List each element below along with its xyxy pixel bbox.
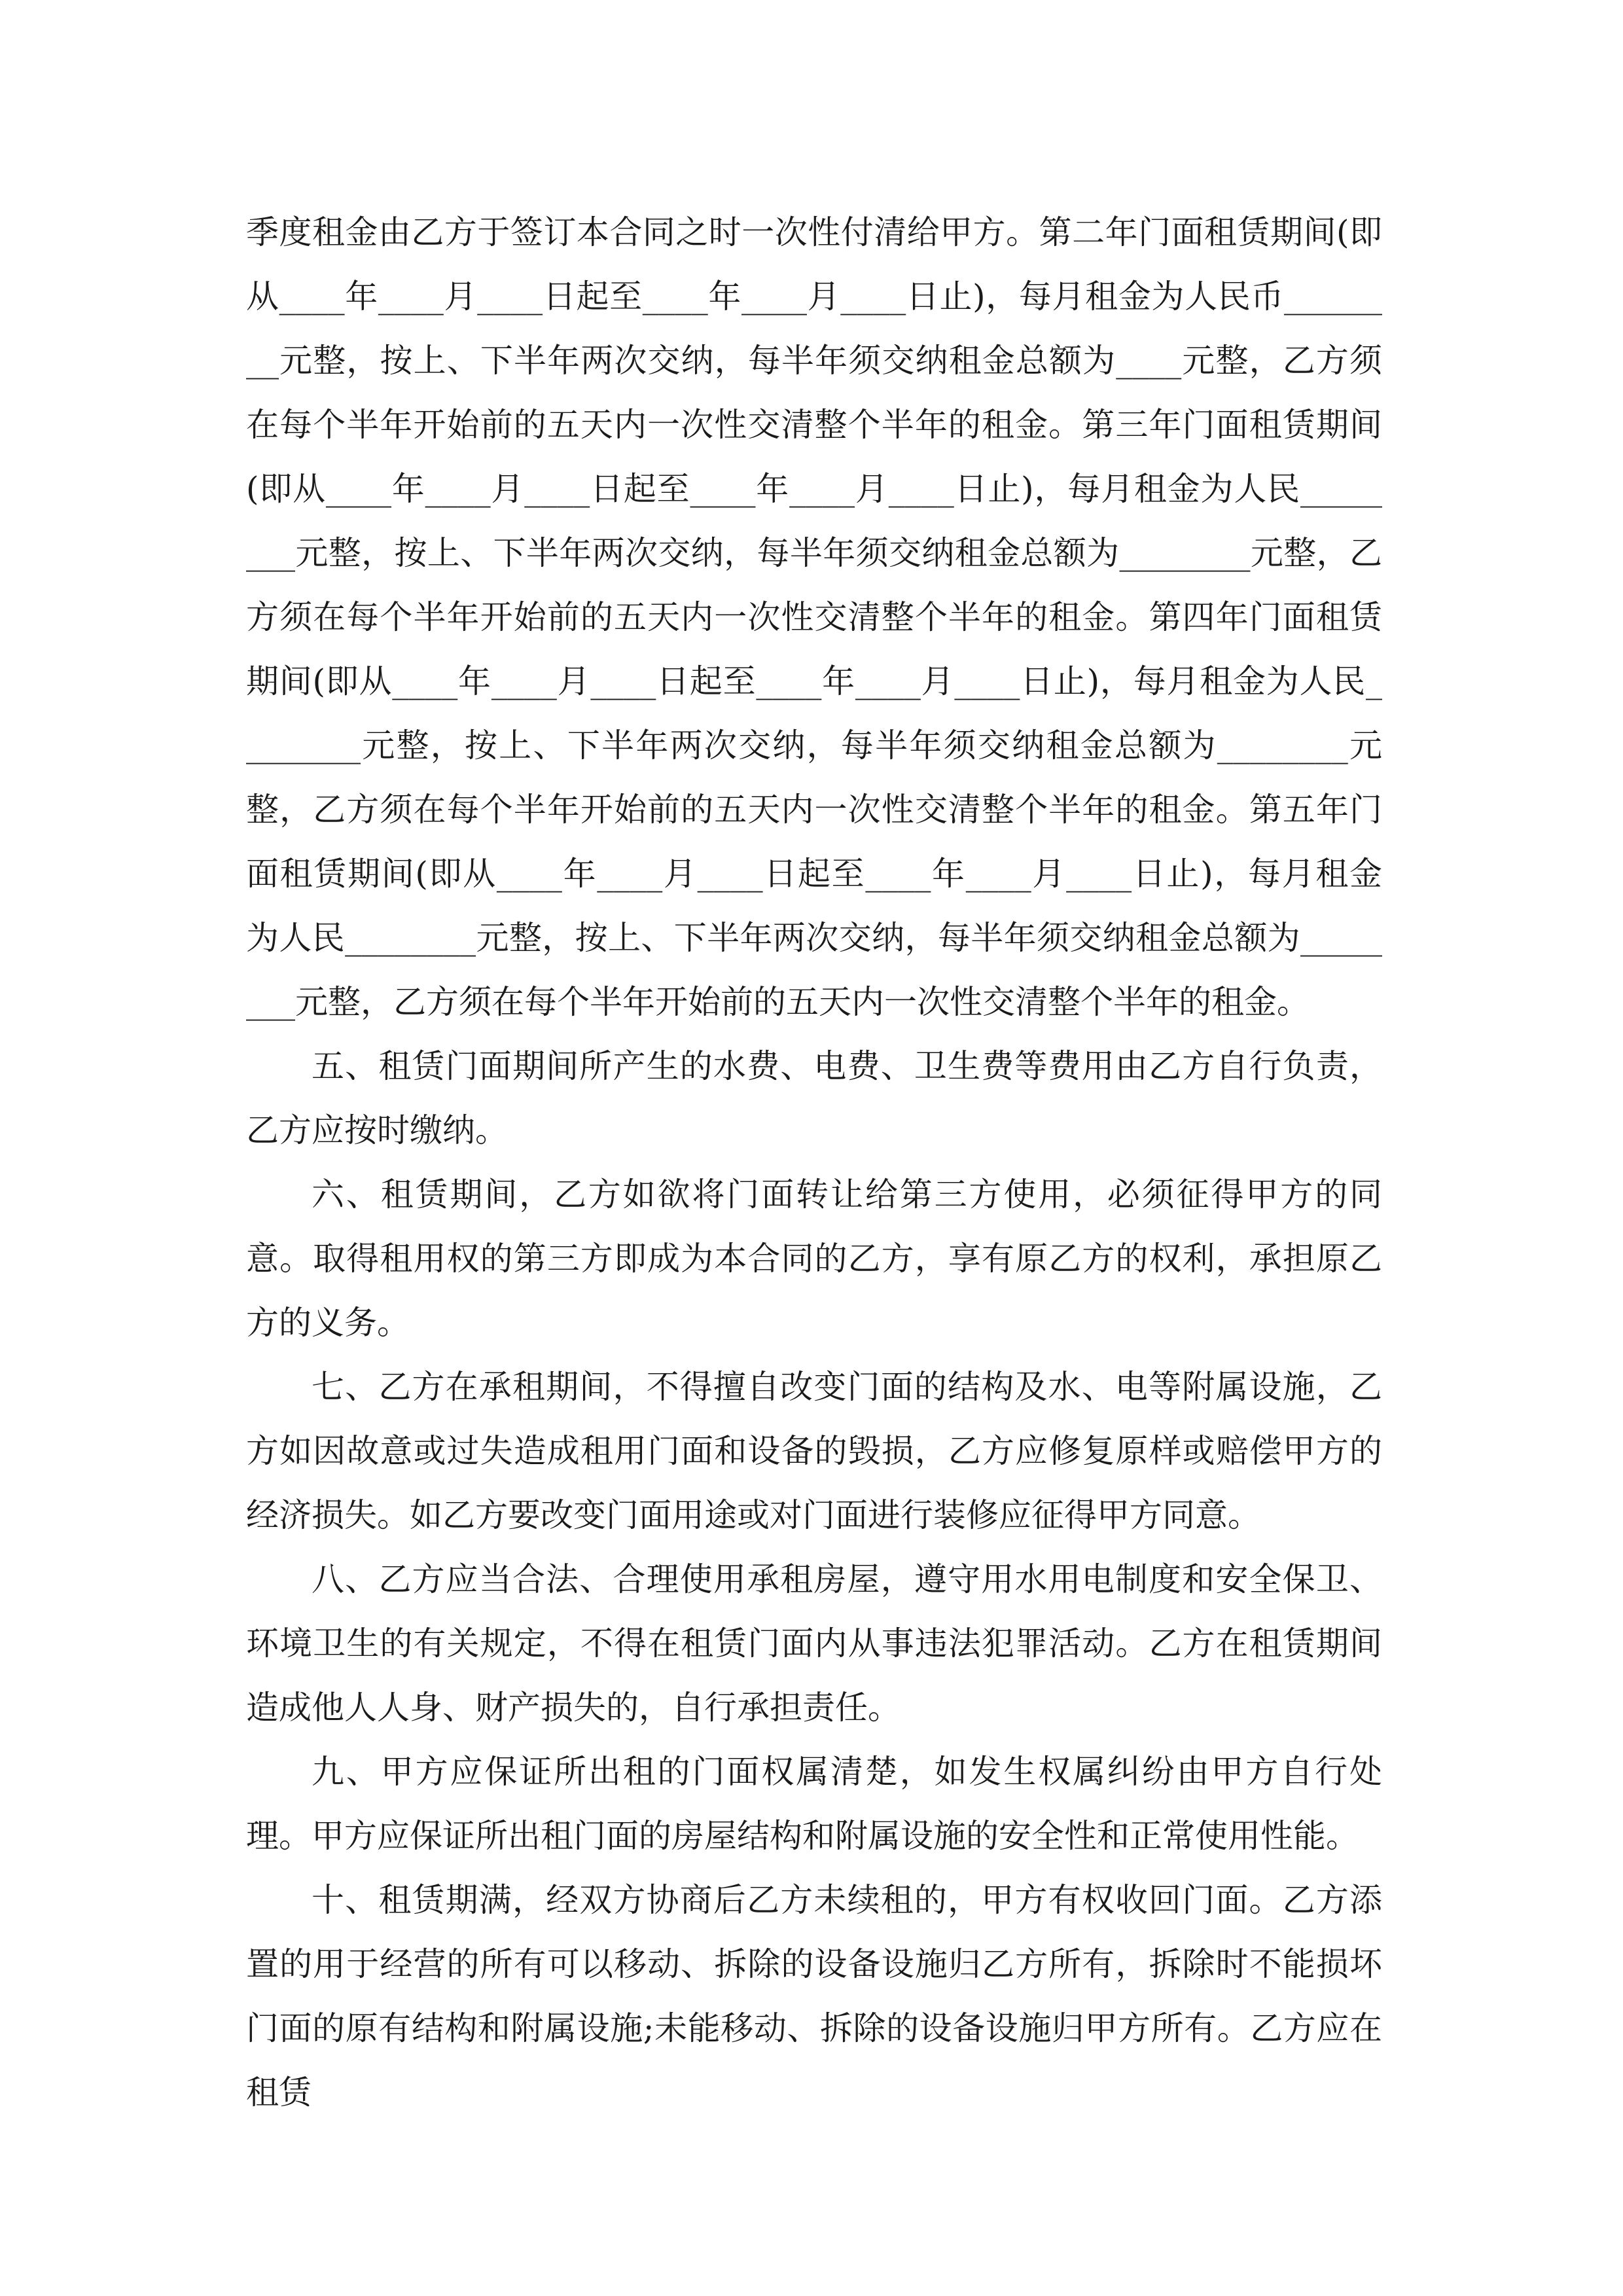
paragraph-rent-terms: 季度租金由乙方于签订本合同之时一次性付清给甲方。第二年门面租赁期间(即从____年____月____日起至____年____月____日止)，每月租金为人民币________元整，按上、下半年两次交纳，每半年须交纳租金总额为____元整，乙方须在每个半年开始前的五天内一次性交清整个半年的租金。第三年门面租赁期间(即从____年____月____日起至____年____月____日止)，每月租金为人民________元整，按上、下半年两次交纳，每半年须交纳租金总额为________元整，乙方须在每个半年开始前的五天内一次性交清整个半年的租金。第四年门面租赁期间(即从____年____月____日起至____年____月____日止)，每月租金为人民________元整，按上、下半年两次交纳，每半年须交纳租金总额为________元整，乙方须在每个半年开始前的五天内一次性交清整个半年的租金。第五年门面租赁期间(即从____年____月____日起至____年____月____日止)，每月租金为人民________元整，按上、下半年两次交纳，每半年须交纳租金总额为________元整，乙方须在每个半年开始前的五天内一次性交清整个半年的租金。 bbox=[246, 213, 1382, 1021]
paragraph-clause-10: 十、租赁期满，经双方协商后乙方未续租的，甲方有权收回门面。乙方添置的用于经营的所有可以移动、拆除的设备设施归乙方所有，拆除时不能损坏门面的原有结构和附属设施;未能移动、拆除的设备设施归甲方所有。乙方应在租赁 bbox=[246, 1881, 1382, 2111]
paragraph-clause-5: 五、租赁门面期间所产生的水费、电费、卫生费等费用由乙方自行负责，乙方应按时缴纳。 bbox=[246, 1047, 1382, 1149]
paragraph-clause-9: 九、甲方应保证所出租的门面权属清楚，如发生权属纠纷由甲方自行处理。甲方应保证所出租门面的房屋结构和附属设施的安全性和正常使用性能。 bbox=[246, 1753, 1382, 1855]
paragraph-clause-8: 八、乙方应当合法、合理使用承租房屋，遵守用水用电制度和安全保卫、环境卫生的有关规定，不得在租赁门面内从事违法犯罪活动。乙方在租赁期间造成他人人身、财产损失的，自行承担责任。 bbox=[246, 1560, 1382, 1727]
paragraph-clause-7: 七、乙方在承租期间，不得擅自改变门面的结构及水、电等附属设施，乙方如因故意或过失造成租用门面和设备的毁损，乙方应修复原样或赔偿甲方的经济损失。如乙方要改变门面用途或对门面进行装修应征得甲方同意。 bbox=[246, 1368, 1382, 1534]
paragraph-clause-6: 六、租赁期间，乙方如欲将门面转让给第三方使用，必须征得甲方的同意。取得租用权的第三方即成为本合同的乙方，享有原乙方的权利，承担原乙方的义务。 bbox=[246, 1175, 1382, 1342]
contract-body bbox=[246, 200, 1382, 2125]
